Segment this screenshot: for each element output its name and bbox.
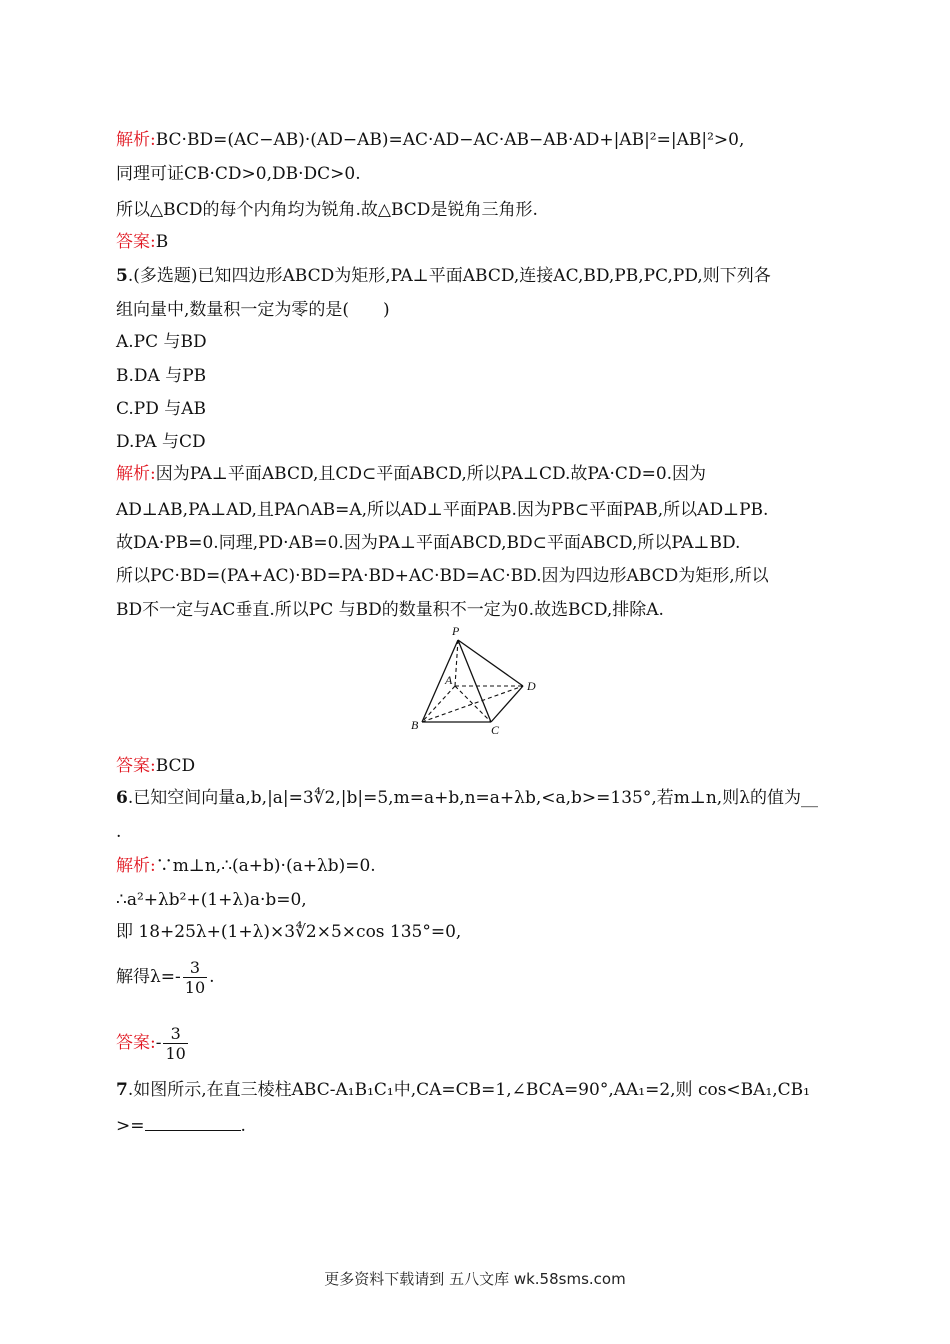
pyramid-figure xyxy=(405,624,545,740)
fraction-numerator: 3 xyxy=(183,958,207,978)
answer-value: B xyxy=(155,232,169,252)
answer-line xyxy=(116,1024,190,1063)
answer-blank[interactable] xyxy=(145,1114,241,1131)
answer-label: 答案: xyxy=(116,1033,156,1053)
question-text: .(多选题)已知四边形ABCD为矩形,PA⊥平面ABCD,连接AC,BD,PB,PC,PD,则下列各 xyxy=(127,266,771,286)
answer-value: BCD xyxy=(155,756,196,776)
answer-line xyxy=(116,754,195,778)
question-text: .如图所示,在直三棱柱ABC-A₁B₁C₁中,CA=CB=1,∠BCA=90°,AA₁=2,则 cos<BA₁,CB₁ xyxy=(127,1080,810,1100)
analysis-line: 所以PC·BD=(PA+AC)·BD=PA·BD+AC·BD=AC·BD.因为四边形ABCD为矩形,所以 xyxy=(116,566,769,586)
answer-line xyxy=(116,230,168,254)
label-d: D xyxy=(527,679,536,693)
analysis-label: 解析: xyxy=(116,464,156,484)
analysis-text: 因为PA⊥平面ABCD,且CD⊂平面ABCD,所以PA⊥CD.故PA·CD=0.因为 xyxy=(155,464,707,484)
edge-cd xyxy=(491,686,523,722)
question-text: .已知空间向量a,b,|a|=3∜2,|b|=5,m=a+b,n=a+λb,<a,b>=135°,若m⊥n,则λ的值为__ xyxy=(127,788,818,808)
analysis-label: 解析: xyxy=(116,856,156,876)
label-p: P xyxy=(452,624,460,638)
answer-label: 答案: xyxy=(116,232,156,252)
period: . xyxy=(240,1116,246,1136)
question-stem: . xyxy=(116,822,122,842)
solution-suffix: . xyxy=(209,967,215,987)
fraction-denominator: 10 xyxy=(165,1044,186,1063)
fraction-numerator: 3 xyxy=(163,1024,187,1044)
analysis-line: 故DA·PB=0.同理,PD·AB=0.因为PA⊥平面ABCD,BD⊂平面ABCD,所以PA⊥BD. xyxy=(116,533,741,553)
fraction-denominator: 10 xyxy=(184,978,206,997)
analysis-line: ∴a²+λb²+(1+λ)a·b=0, xyxy=(116,890,307,910)
analysis-text: ∵m⊥n,∴(a+b)·(a+λb)=0. xyxy=(155,856,376,876)
analysis-line: 所以△BCD的每个内角均为锐角.故△BCD是锐角三角形. xyxy=(116,200,538,220)
question-number: 7 xyxy=(116,1080,128,1100)
label-a: A xyxy=(445,673,453,687)
fraction xyxy=(183,958,207,997)
answer-sign: - xyxy=(155,1033,162,1053)
analysis-line: 同理可证CB·CD>0,DB·DC>0. xyxy=(116,164,361,184)
label-b: B xyxy=(411,718,419,732)
edge-pb xyxy=(422,640,458,722)
option-c: C.PD 与AB xyxy=(116,399,207,419)
analysis-label: 解析: xyxy=(116,130,156,150)
question-text: >= xyxy=(116,1116,145,1136)
option-d: D.PA 与CD xyxy=(116,432,206,452)
question-stem xyxy=(116,264,771,288)
diag-ac xyxy=(455,686,491,722)
question-number: 6 xyxy=(116,788,128,808)
analysis-line: BD不一定与AC垂直.所以PC 与BD的数量积不一定为0.故选BCD,排除A. xyxy=(116,600,664,620)
analysis-line: 即 18+25λ+(1+λ)×3∜2×5×cos 135°=0, xyxy=(116,922,462,942)
analysis-line: AD⊥AB,PA⊥AD,且PA∩AB=A,所以AD⊥平面PAB.因为PB⊂平面PAB,所以AD⊥PB. xyxy=(116,500,769,520)
analysis-line xyxy=(116,462,706,486)
label-c: C xyxy=(491,723,500,737)
question-stem xyxy=(116,786,818,810)
analysis-line xyxy=(116,854,376,878)
question-stem xyxy=(116,1078,810,1102)
option-a: A.PC 与BD xyxy=(116,332,207,352)
fraction xyxy=(163,1024,187,1063)
analysis-text: BC·BD=(AC−AB)·(AD−AB)=AC·AD−AC·AB−AB·AD+|AB|²=|AB|²>0, xyxy=(155,130,745,150)
answer-label: 答案: xyxy=(116,756,156,776)
analysis-line xyxy=(116,958,215,997)
footer-source: 更多资料下载请到 五八文库 wk.58sms.com xyxy=(324,1270,626,1288)
question-number: 5 xyxy=(116,266,128,286)
option-b: B.DA 与PB xyxy=(116,366,207,386)
question-stem xyxy=(116,1114,246,1138)
question-stem: 组向量中,数量积一定为零的是( ) xyxy=(116,300,390,320)
solution-prefix: 解得λ=- xyxy=(116,967,181,987)
analysis-line xyxy=(116,128,744,152)
